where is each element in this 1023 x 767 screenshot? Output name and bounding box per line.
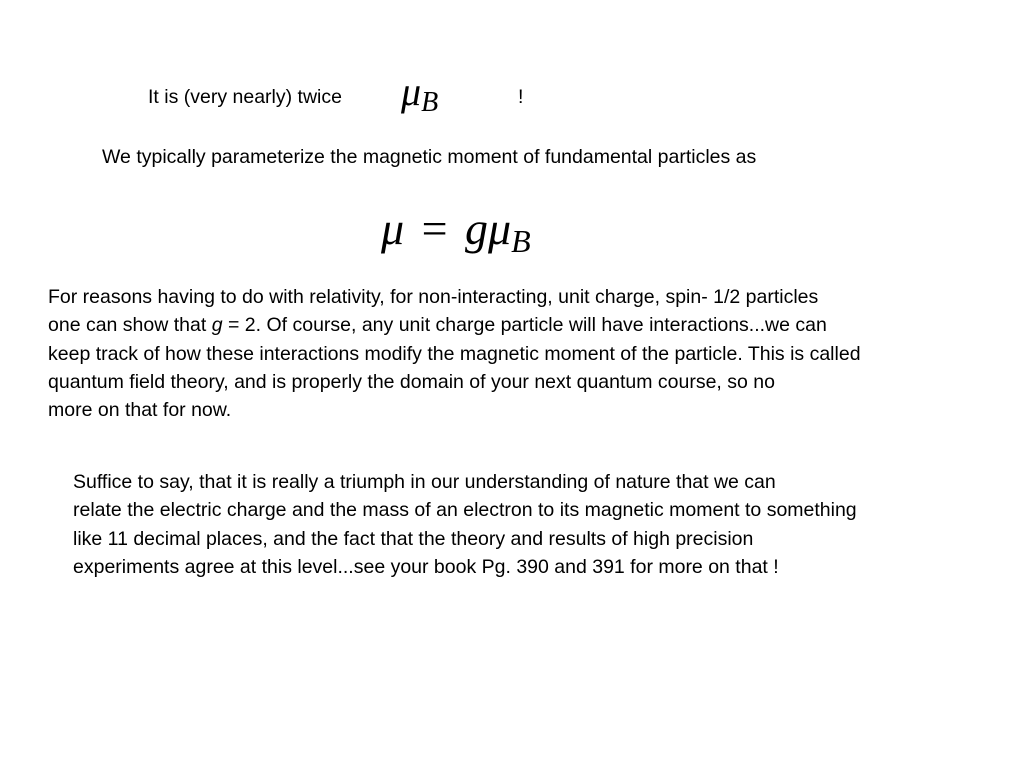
relativity-paragraph bbox=[48, 283, 861, 424]
relativity-line-4: quantum field theory, and is properly the domain of your next quantum course, so no bbox=[48, 370, 775, 393]
g-factor-variable: g bbox=[211, 314, 223, 337]
triumph-line-4: experiments agree at this level...see your book Pg. 390 and 391 for more on that ! bbox=[73, 555, 779, 578]
triumph-line-3: like 11 decimal places, and the fact that the theory and results of high precision bbox=[73, 527, 754, 550]
intro-text: It is (very nearly) twice bbox=[148, 86, 342, 108]
equation-rhs-mu: μ bbox=[488, 203, 512, 254]
equation-subscript-b: B bbox=[511, 223, 531, 259]
bohr-magneton-symbol bbox=[401, 70, 438, 119]
equation-g: g bbox=[465, 203, 489, 254]
triumph-paragraph bbox=[73, 468, 857, 581]
relativity-line-3: keep track of how these interactions modify the magnetic moment of the particle. This is called bbox=[48, 342, 861, 365]
relativity-line-2 bbox=[48, 311, 861, 339]
relativity-line-5: more on that for now. bbox=[48, 399, 232, 422]
equation-equals: = bbox=[421, 203, 448, 254]
magnetic-moment-equation bbox=[381, 204, 531, 258]
exclamation-mark: ! bbox=[518, 86, 524, 108]
relativity-line-2-pre: one can show that bbox=[48, 314, 212, 337]
triumph-line-1: Suffice to say, that it is really a triumph in our understanding of nature that we can bbox=[73, 471, 776, 493]
parameterize-text: We typically parameterize the magnetic moment of fundamental particles as bbox=[102, 146, 757, 168]
mu-symbol: μ bbox=[401, 69, 422, 114]
triumph-line-2: relate the electric charge and the mass of an electron to its magnetic moment to something bbox=[73, 499, 857, 522]
equation-lhs-mu: μ bbox=[381, 203, 405, 254]
subscript-b: B bbox=[421, 87, 439, 118]
relativity-line-1: For reasons having to do with relativity, for non-interacting, unit charge, spin- 1/2 particles bbox=[48, 286, 819, 308]
relativity-line-2-post: = 2. Of course, any unit charge particle will have interactions...we can bbox=[222, 314, 827, 337]
